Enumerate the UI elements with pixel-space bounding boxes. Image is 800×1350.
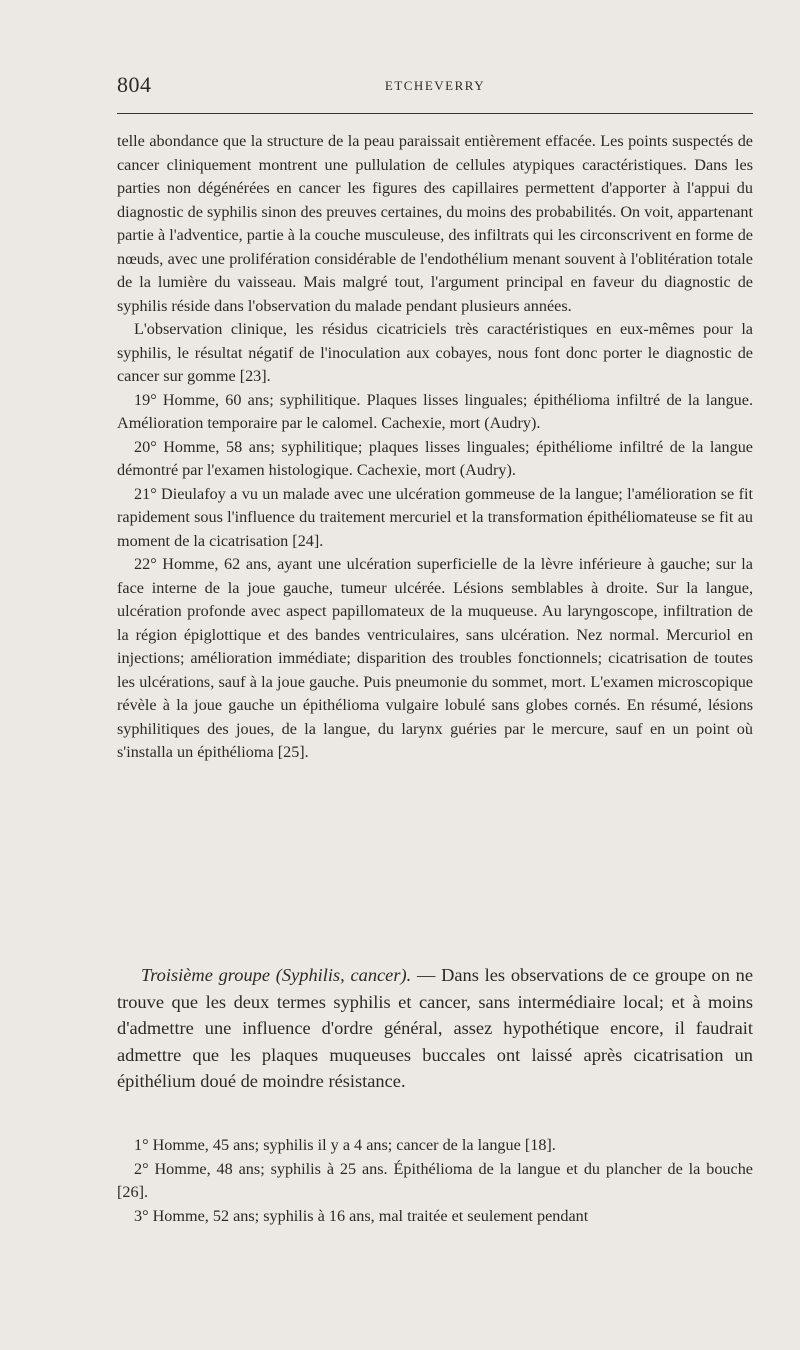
section-heading: Troisième groupe (Syphilis, cancer). (141, 965, 412, 985)
observation-item: 1° Homme, 45 ans; syphilis il y a 4 ans; cancer de la langue [18]. (134, 1136, 556, 1154)
page-header (117, 72, 753, 104)
observation-paragraph: 19° Homme, 60 ans; syphilitique. Plaques lisses linguales; épithélioma infiltré de la langue. Amélioration temporaire par le calomel. Cachexie, mort (Audry). (117, 390, 753, 432)
running-head: ETCHEVERRY (384, 78, 486, 93)
header-rule (117, 113, 753, 114)
observation-paragraph: 22° Homme, 62 ans, ayant une ulcération superficielle de la lèvre inférieure à gauche; sur la face interne de la joue gauche, tumeur ulcérée. Lésions semblables à droite. Sur la langue, ulcération profonde avec aspect papillomateux de la muqueuse. Au laryngoscope, infiltration de la région épiglottique et des bandes ventriculaires, sans ulcération. Nez normal. Mercuriol en injections; amélioration immédiate; disparition des troubles fonctionnels; cicatrisation de toutes les ulcérations, sauf à la joue gauche. Puis pneumonie du sommet, mort. L'examen microscopique révèle à la joue gauche un épithélioma vulgaire lobulé sans globes cornés. En résumé, lésions syphilitiques des joues, de la langue, du larynx guéries par le mercure, sauf en un point où s'installa un épithélioma [25]. (117, 555, 753, 761)
paragraph: L'observation clinique, les résidus cicatriciels très caractéristiques en eux-mêmes pour la syphilis, le résultat négatif de l'inoculation aux cobayes, nous font donc porter le diagnostic de cancer sur gomme [23]. (117, 320, 753, 385)
observation-item: 2° Homme, 48 ans; syphilis à 25 ans. Épithélioma de la langue et du plancher de la bouche [26]. (117, 1159, 753, 1201)
page-number: 804 (117, 72, 152, 97)
section-text: — Dans les observations de ce groupe on ne trouve que les deux termes syphilis et cancer, sans intermédiaire local; et à moins d'admettre une influence d'ordre général, assez hypothétique encore, il faudrait admettre que les plaques muqueuses buccales ont laissé après cicatrisation un épithélium doué de moindre résistance. (117, 965, 753, 1092)
main-text (117, 130, 753, 765)
section-paragraph (117, 962, 753, 1095)
observations-list (117, 1134, 753, 1228)
section-block (117, 962, 753, 1095)
observation-paragraph: 21° Dieulafoy a vu un malade avec une ulcération gommeuse de la langue; l'amélioration se fit rapidement sous l'influence du traitement mercuriel et la transformation épithéliomateuse se fit au moment de la cicatrisation [24]. (117, 484, 753, 550)
observation-paragraph: 20° Homme, 58 ans; syphilitique; plaques lisses linguales; épithéliome infiltré de la langue démontré par l'examen histologique. Cachexie, mort (Audry). (117, 437, 753, 479)
paragraph: telle abondance que la structure de la peau paraissait entièrement effacée. Les points suspectés de cancer cliniquement montrent une pullulation de cellules atypiques caractéristiques. Dans les parties non dégénérées en cancer les figures des capillaires permettent d'apporter à l'appui du diagnostic de syphilis sinon des preuves certaines, du moins des probabilités. On voit, appartenant partie à l'adventice, partie à la couche musculeuse, des infiltrats qui les circonscrivent en forme de nœuds, avec une prolifération considérable de l'endothélium menant souvent à l'oblitération totale de la lumière du vaisseau. Mais malgré tout, l'argument principal en faveur du diagnostic de syphilis réside dans l'observation du malade pendant plusieurs années. (117, 132, 753, 315)
observation-item: 3° Homme, 52 ans; syphilis à 16 ans, mal traitée et seulement pendant (134, 1206, 589, 1225)
